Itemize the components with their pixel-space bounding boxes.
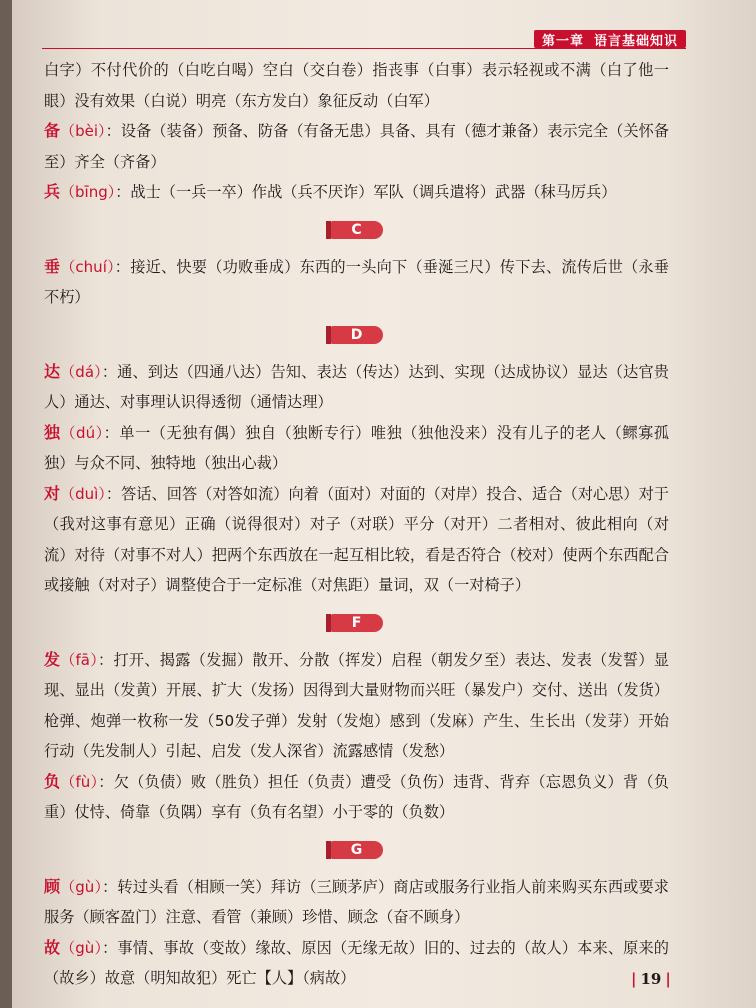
- section-d: [44, 313, 669, 357]
- pinyin: （fù）: [60, 772, 99, 791]
- section-letter-badge: F: [331, 614, 383, 632]
- headword: 故: [44, 937, 61, 957]
- pinyin: （gù）: [60, 938, 103, 957]
- pinyin: （duì）: [60, 484, 106, 503]
- headword: 发: [44, 649, 61, 669]
- definition: ：事情、事故（变故）缘故、原因（无缘无故）旧的、过去的（故人）本来、原来的（故乡）故意（明知故犯）死亡【人】（病故）: [44, 938, 669, 987]
- entry-dui: [44, 479, 669, 601]
- chapter-header: [534, 30, 686, 48]
- chapter-title: 语言基础知识: [593, 33, 678, 49]
- headword: 备: [44, 121, 61, 140]
- headword: 达: [44, 361, 61, 381]
- pinyin: （bèi）: [60, 122, 106, 140]
- definition: ：接近、快要（功败垂成）东西的一头向下（垂涎三尺）传下去、流传后世（永垂不朽）: [44, 257, 669, 306]
- pinyin: （fā）: [60, 650, 98, 669]
- book-page: [12, 0, 756, 1008]
- headword: 对: [44, 483, 61, 503]
- section-letter-badge: G: [331, 841, 383, 859]
- section-letter-badge: C: [331, 221, 383, 239]
- entry-bing: [44, 177, 669, 208]
- page-number: [627, 970, 675, 988]
- page-number-bar-left: |: [631, 970, 637, 988]
- definition: ：答话、回答（对答如流）向着（面对）对面的（对岸）投合、适合（对心思）对于（我对这事有意见）正确（说得很对）对子（对联）平分（对开）二者相对、彼此相向（对流）对待（对事不对人）把两个东西放在一起互相比较，看是否符合（校对）使两个东西配合或接触（对对子）调整使合于一定标准（对焦距）量词，双（一对椅子）: [44, 484, 669, 594]
- definition: ：设备（装备）预备、防备（有备无患）具备、具有（德才兼备）表示完全（关怀备至）齐全（齐备）: [44, 122, 669, 171]
- entry-bei: [44, 116, 669, 177]
- entry-du: [44, 418, 669, 479]
- headword: 负: [44, 771, 61, 791]
- section-g: [44, 828, 669, 872]
- entry-fu: [44, 767, 669, 828]
- pinyin: （chuí）: [60, 257, 115, 276]
- entry-chui: [44, 252, 669, 313]
- section-letter-badge: D: [331, 326, 383, 344]
- definition: ：通、到达（四通八达）告知、表达（传达）达到、实现（达成协议）显达（达官贵人）通达、对事理认识得透彻（通情达理）: [44, 362, 669, 411]
- page-number-bar-right: |: [665, 970, 671, 988]
- dictionary-content: [44, 55, 669, 994]
- definition: ：转过头看（相顾一笑）拜访（三顾茅庐）商店或服务行业指人前来购买东西或要求服务（顾客盈门）注意、看管（兼顾）珍惜、顾念（奋不顾身）: [44, 877, 669, 926]
- definition: ：欠（负债）败（胜负）担任（负责）遭受（负伤）违背、背弃（忘恩负义）背（负重）仗恃、倚靠（负隅）享有（负有名望）小于零的（负数）: [44, 772, 669, 821]
- definition: ：单一（无独有偶）独自（独断专行）唯独（独他没来）没有儿子的老人（鳏寡孤独）与众不同、独特地（独出心裁）: [44, 423, 669, 472]
- header-rule: [42, 48, 686, 49]
- definition: ：打开、揭露（发掘）散开、分散（挥发）启程（朝发夕至）表达、发表（发誓）显现、显出（发黄）开展、扩大（发扬）因得到大量财物而兴旺（暴发户）交付、送出（发货）枪弹、炮弹一枚称一发（50发子弹）发射（发炮）感到（发麻）产生、生长出（发芽）开始行动（先发制人）引起、启发（发人深省）流露感情（发愁）: [44, 650, 669, 760]
- headword: 独: [44, 422, 61, 442]
- entry-fa: [44, 645, 669, 767]
- headword: 兵: [44, 182, 61, 201]
- entry-gu-reason: [44, 933, 669, 994]
- page-number-value: 19: [640, 970, 662, 988]
- pinyin: （dá）: [60, 362, 102, 381]
- headword: 顾: [44, 876, 61, 896]
- entry-da: [44, 357, 669, 418]
- pinyin: （gù）: [60, 877, 103, 896]
- pinyin: （bīng）: [60, 183, 116, 201]
- entry-bai-continued: 白字）不付代价的（白吃白喝）空白（交白卷）指丧事（白事）表示轻视或不满（白了他一眼）没有效果（白说）明亮（东方发白）象征反动（白军）: [44, 61, 669, 110]
- section-f: [44, 601, 669, 645]
- entry-gu-turn: [44, 872, 669, 933]
- pinyin: （dú）: [60, 423, 104, 442]
- section-c: [44, 208, 669, 252]
- headword: 垂: [44, 256, 61, 276]
- definition: ：战士（一兵一卒）作战（兵不厌诈）军队（调兵遣将）武器（秣马厉兵）: [115, 183, 617, 201]
- chapter-number: 第一章: [541, 33, 584, 49]
